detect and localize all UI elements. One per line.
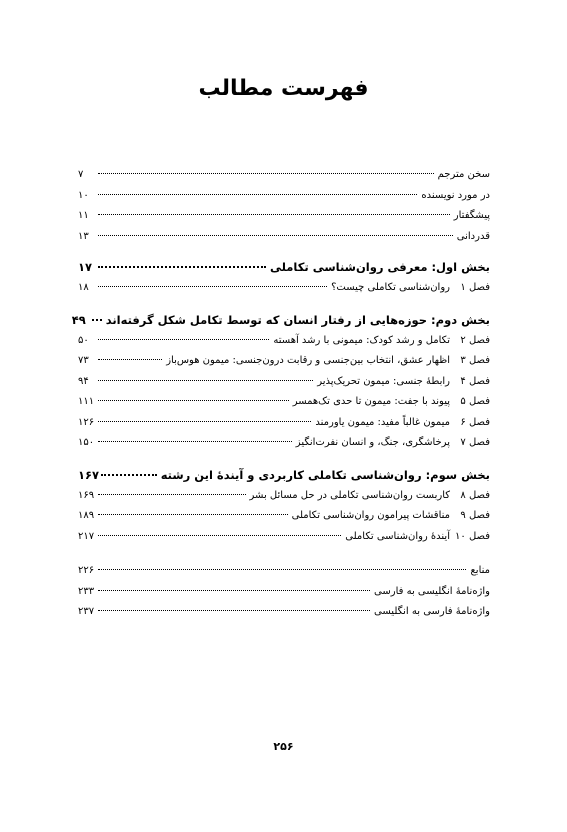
dot-leader bbox=[101, 474, 157, 476]
entry-title: واژه‌نامهٔ انگلیسی به فارسی bbox=[374, 585, 490, 597]
chapter-label: فصل ۳ bbox=[460, 355, 490, 366]
dot-leader bbox=[98, 610, 370, 611]
dot-leader bbox=[98, 421, 311, 422]
toc-section-heading bbox=[78, 256, 490, 278]
toc-section-heading bbox=[78, 464, 490, 486]
toc-entry bbox=[78, 602, 490, 623]
chapter-label: فصل ۹ bbox=[460, 510, 490, 521]
table-of-contents bbox=[71, 165, 490, 623]
chapter-label: فصل ۱ bbox=[460, 282, 490, 293]
section-title: بخش اول: معرفی روان‌شناسی تکاملی bbox=[269, 260, 490, 274]
page-number: ۱۶۷ bbox=[78, 467, 100, 482]
page-number: ۱۳ bbox=[78, 230, 89, 242]
page-number: ۹۴ bbox=[78, 375, 89, 387]
footer-page-number: ۲۵۶ bbox=[273, 740, 294, 753]
toc-entry bbox=[78, 582, 490, 603]
page-number: ۲۱۷ bbox=[78, 530, 95, 542]
page-number: ۲۳۳ bbox=[78, 585, 95, 597]
page-number: ۲۲۶ bbox=[78, 565, 95, 576]
toc-chapter bbox=[78, 433, 490, 454]
toc-entry bbox=[78, 165, 490, 186]
chapter-title: تکامل و رشد کودک: میمونی با رشد آهسته bbox=[273, 334, 450, 346]
chapter-title: روان‌شناسی تکاملی چیست؟ bbox=[331, 282, 450, 293]
page-number: ۴۹ bbox=[71, 312, 86, 327]
entry-title: پیشگفتار bbox=[453, 210, 490, 221]
chapter-label: فصل ۷ bbox=[460, 437, 490, 448]
page-number: ۱۷ bbox=[78, 260, 93, 274]
dot-leader bbox=[98, 266, 266, 268]
chapter-title: اظهار عشق، انتخاب بین‌جنسی و رقابت درون‌جنسی: میمون هوس‌باز bbox=[166, 355, 450, 366]
entry-title: منابع bbox=[470, 565, 490, 576]
chapter-label: فصل ۲ bbox=[460, 334, 490, 346]
chapter-title: مناقشات پیرامون روان‌شناسی تکاملی bbox=[291, 510, 450, 521]
dot-leader bbox=[98, 194, 417, 195]
section-title: بخش سوم: روان‌شناسی تکاملی کاربردی و آیندهٔ این رشته bbox=[160, 467, 490, 482]
page-number: ۱۸ bbox=[78, 282, 89, 293]
chapter-title: کاربست روان‌شناسی تکاملی در حل مسائل بشر bbox=[249, 489, 450, 501]
page-number: ۷ bbox=[78, 169, 84, 180]
dot-leader bbox=[98, 359, 162, 360]
dot-leader bbox=[98, 569, 466, 570]
page-number: ۷۳ bbox=[78, 355, 89, 366]
toc-chapter bbox=[78, 527, 490, 548]
entry-title: واژه‌نامهٔ فارسی به انگلیسی bbox=[374, 606, 490, 617]
entry-title: در مورد نویسنده bbox=[421, 189, 490, 201]
dot-leader bbox=[98, 514, 288, 515]
page-number: ۱۶۹ bbox=[78, 489, 95, 501]
dot-leader bbox=[98, 173, 434, 174]
chapter-title: پرخاشگری، جنگ، و انسان نفرت‌انگیز bbox=[295, 437, 450, 448]
entry-title: سخن مترجم bbox=[437, 169, 490, 180]
dot-leader bbox=[98, 380, 313, 381]
toc-entry bbox=[78, 186, 490, 207]
page-number: ۱۰ bbox=[78, 189, 89, 201]
entry-title: قدردانی bbox=[456, 230, 490, 242]
dot-leader bbox=[98, 590, 370, 591]
toc-chapter bbox=[78, 413, 490, 434]
dot-leader bbox=[98, 441, 292, 442]
toc-chapter bbox=[78, 278, 490, 299]
dot-leader bbox=[98, 535, 341, 536]
toc-entry bbox=[78, 206, 490, 227]
page-number: ۱۱ bbox=[78, 210, 89, 221]
page-number: ۲۳۷ bbox=[78, 606, 95, 617]
dot-leader bbox=[98, 235, 453, 236]
chapter-label: فصل ۵ bbox=[460, 396, 490, 407]
toc-chapter bbox=[78, 392, 490, 413]
page-number: ۱۱۱ bbox=[78, 396, 95, 407]
dot-leader bbox=[92, 319, 102, 321]
toc-chapter bbox=[78, 506, 490, 527]
page-number: ۱۲۶ bbox=[78, 416, 95, 428]
toc-chapter bbox=[78, 331, 490, 352]
dot-leader bbox=[98, 494, 246, 495]
toc-chapter bbox=[78, 372, 490, 393]
dot-leader bbox=[98, 286, 327, 287]
chapter-label: فصل ۱۰ bbox=[455, 530, 490, 542]
toc-entry bbox=[78, 561, 490, 582]
toc-chapter bbox=[78, 351, 490, 372]
page-title: فهرست مطالب bbox=[198, 76, 369, 101]
toc-section-heading bbox=[71, 309, 490, 331]
page-number: ۱۵۰ bbox=[78, 437, 95, 448]
chapter-title: پیوند با جفت: میمون تا حدی تک‌همسر bbox=[292, 396, 450, 407]
chapter-label: فصل ۶ bbox=[460, 416, 490, 428]
chapter-label: فصل ۸ bbox=[460, 489, 490, 501]
dot-leader bbox=[98, 400, 289, 401]
dot-leader bbox=[98, 339, 269, 340]
chapter-title: رابطهٔ جنسی: میمون تحریک‌پذیر bbox=[317, 375, 450, 387]
dot-leader bbox=[98, 214, 450, 215]
page-number: ۵۰ bbox=[78, 334, 89, 346]
chapter-label: فصل ۴ bbox=[460, 375, 490, 387]
chapter-title: میمون غالباً مفید: میمون یاورمند bbox=[315, 416, 450, 428]
page-number: ۱۸۹ bbox=[78, 510, 95, 521]
section-title: بخش دوم: حوزه‌هایی از رفتار انسان که توسط تکامل شکل گرفته‌اند bbox=[105, 312, 490, 327]
chapter-title: آیندهٔ روان‌شناسی تکاملی bbox=[345, 530, 450, 542]
toc-chapter bbox=[78, 486, 490, 507]
toc-entry bbox=[78, 227, 490, 248]
